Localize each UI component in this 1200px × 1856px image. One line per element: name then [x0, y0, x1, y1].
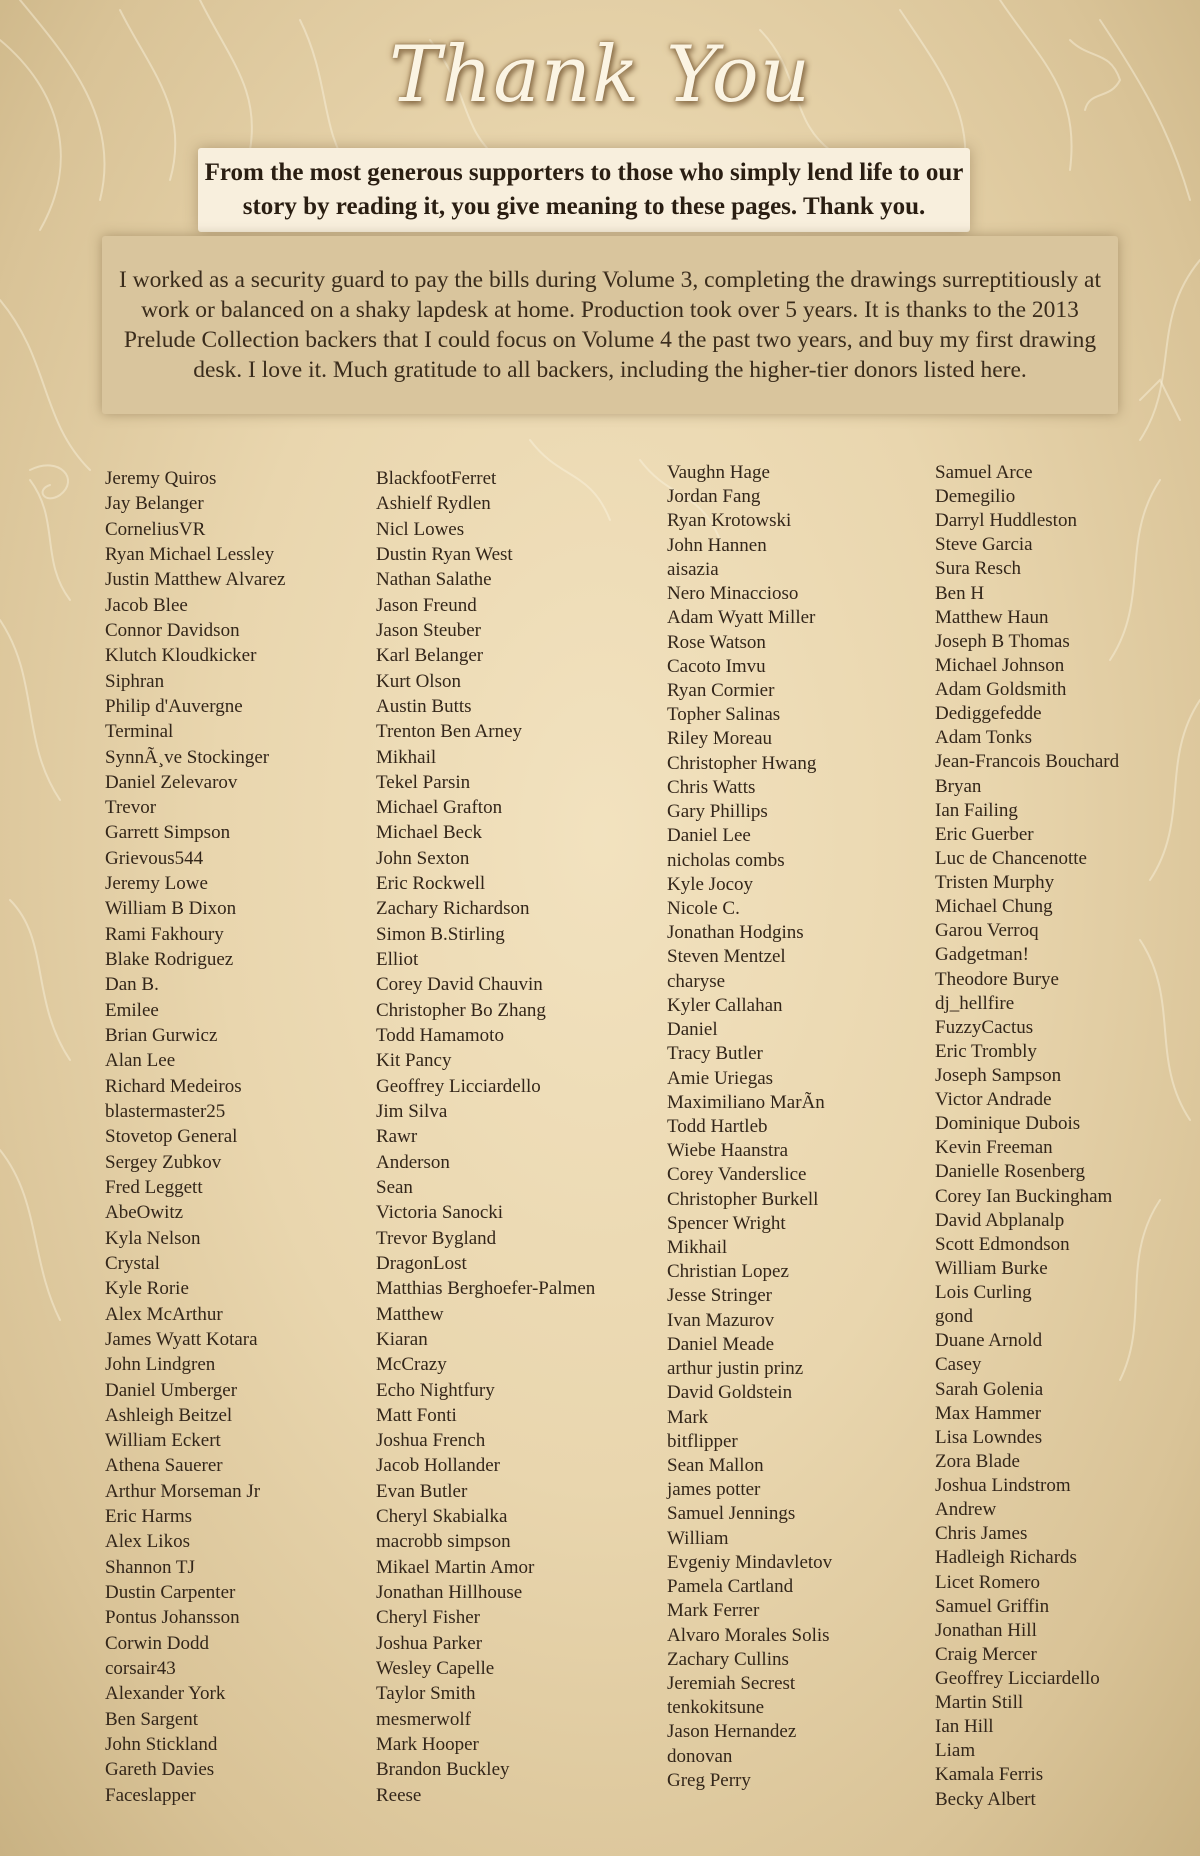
- backer-name: Emilee: [105, 999, 159, 1021]
- backer-name: Jason Steuber: [376, 619, 482, 641]
- backer-name: Jonathan Hillhouse: [376, 1582, 523, 1604]
- backer-name: Rami Fakhoury: [105, 923, 224, 945]
- backer-name: Dominique Dubois: [935, 1113, 1081, 1135]
- backer-name: Zachary Richardson: [376, 898, 530, 920]
- backer-name: Rawr: [376, 1126, 418, 1148]
- backer-name: Jonathan Hill: [935, 1619, 1037, 1641]
- backer-name: Evgeniy Mindavletov: [667, 1551, 833, 1573]
- backer-name: Michael Beck: [376, 822, 483, 844]
- backer-name: Todd Hartleb: [667, 1115, 768, 1137]
- backer-name: William B Dixon: [105, 898, 237, 920]
- backer-name: Kevin Freeman: [935, 1137, 1053, 1159]
- backer-name: Alex McArthur: [105, 1303, 223, 1325]
- backer-name: Daniel: [667, 1019, 718, 1041]
- backer-name: Jeremiah Secrest: [667, 1673, 796, 1694]
- backer-name: Jesse Stringer: [667, 1285, 773, 1307]
- backer-name: Jordan Fang: [667, 486, 761, 508]
- backer-name: Nero Minaccioso: [667, 583, 799, 605]
- backer-name: Jacob Hollander: [376, 1455, 500, 1477]
- backer-name: Trenton Ben Arney: [376, 721, 523, 743]
- backer-name: macrobb simpson: [376, 1531, 511, 1553]
- backer-name: Sean Mallon: [667, 1455, 764, 1477]
- backer-name: Justin Matthew Alvarez: [105, 569, 286, 591]
- backer-name: Richard Medeiros: [105, 1075, 242, 1097]
- backer-name: Connor Davidson: [105, 619, 240, 641]
- backer-name: Taylor Smith: [376, 1683, 476, 1705]
- backer-name: Gadgetman!: [935, 944, 1029, 966]
- backer-name: Andrew: [935, 1499, 997, 1521]
- backer-name: Joshua Lindstrom: [935, 1475, 1071, 1497]
- backer-name: Matthew: [376, 1303, 444, 1325]
- backer-name: Ian Hill: [935, 1716, 994, 1738]
- backer-name: Michael Chung: [935, 896, 1053, 918]
- backer-name: Garou Verroq: [935, 920, 1039, 942]
- backer-name: Liam: [935, 1740, 976, 1762]
- backer-name: Alan Lee: [105, 1050, 176, 1072]
- backer-name: Wesley Capelle: [376, 1658, 495, 1680]
- backer-name: Jay Belanger: [105, 493, 204, 515]
- backer-name: Michael Grafton: [376, 797, 503, 819]
- backer-name: Nicole C.: [667, 897, 740, 919]
- backer-name: Tristen Murphy: [935, 872, 1055, 894]
- backer-name: Matt Fonti: [376, 1404, 457, 1426]
- backer-name: Ryan Krotowski: [667, 510, 792, 532]
- backer-name: Joshua French: [376, 1430, 486, 1452]
- backer-name: Kyle Rorie: [105, 1278, 189, 1300]
- backer-name: Ryan Cormier: [667, 679, 775, 701]
- backer-name: Maximiliano MarÃn: [667, 1091, 825, 1113]
- backer-name: Elliot: [376, 949, 419, 971]
- backer-name: Eric Guerber: [935, 823, 1034, 845]
- backer-name: Eric Harms: [105, 1506, 193, 1528]
- backer-name: Adam Wyatt Miller: [667, 607, 816, 629]
- backer-name: Max Hammer: [935, 1402, 1042, 1424]
- backer-name: Kiaran: [376, 1328, 428, 1350]
- backer-name: Kyler Callahan: [667, 994, 783, 1016]
- backer-name: Dediggefedde: [935, 703, 1042, 725]
- backer-name: Christian Lopez: [667, 1261, 789, 1283]
- backer-name: Steve Garcia: [935, 534, 1033, 556]
- backer-name: Lois Curling: [935, 1282, 1032, 1304]
- backer-name: Topher Salinas: [667, 704, 781, 726]
- backer-name: Victoria Sanocki: [376, 1202, 504, 1224]
- backer-name: Corwin Dodd: [105, 1632, 209, 1654]
- backer-name: Alvaro Morales Solis: [667, 1624, 830, 1646]
- backer-name: Danielle Rosenberg: [935, 1161, 1086, 1183]
- backer-name: SynnÃ¸ve Stockinger: [105, 746, 270, 768]
- backer-name: McCrazy: [376, 1354, 447, 1376]
- backer-name: Greg Perry: [667, 1769, 751, 1791]
- backer-name: Lisa Lowndes: [935, 1426, 1043, 1448]
- backer-name: Mikhail: [376, 746, 437, 768]
- backer-name: Jacob Blee: [105, 594, 188, 616]
- backer-name: Joseph B Thomas: [935, 630, 1070, 652]
- backer-name: William: [667, 1527, 729, 1549]
- backer-name: CorneliusVR: [105, 518, 206, 540]
- backer-name: Sarah Golenia: [935, 1378, 1044, 1400]
- backer-name: Tekel Parsin: [376, 771, 471, 793]
- backer-name: Mark Hooper: [376, 1734, 479, 1755]
- backer-name: Jason Hernandez: [667, 1721, 797, 1743]
- backer-name: gond: [935, 1306, 973, 1328]
- backer-name: Riley Moreau: [667, 728, 773, 750]
- backer-name: Alexander York: [105, 1683, 226, 1705]
- backer-name: Echo Nightfury: [376, 1379, 495, 1401]
- backer-name: Fred Leggett: [105, 1176, 203, 1198]
- backer-name: Arthur Morseman Jr: [105, 1480, 261, 1502]
- backer-name: Jeremy Lowe: [105, 873, 208, 895]
- backer-name: Alex Likos: [105, 1531, 190, 1553]
- backer-name: dj_hellfire: [935, 992, 1015, 1014]
- backer-name: Blake Rodriguez: [105, 949, 234, 971]
- backer-name: Faceslapper: [105, 1784, 196, 1806]
- backer-name: Demegilio: [935, 486, 1016, 508]
- backer-name: Corey Ian Buckingham: [935, 1185, 1113, 1207]
- page-title: Thank You: [389, 30, 811, 120]
- backer-name: Crystal: [105, 1252, 160, 1274]
- backer-name: Chris James: [935, 1523, 1028, 1545]
- backer-name: Joshua Parker: [376, 1632, 483, 1654]
- backer-name: Daniel Lee: [667, 825, 751, 847]
- backer-name: donovan: [667, 1745, 733, 1767]
- backer-name: Mikael Martin Amor: [376, 1556, 535, 1578]
- backer-name: Becky Albert: [935, 1788, 1036, 1810]
- backer-name: Adam Goldsmith: [935, 679, 1067, 701]
- backer-name: Matthew Haun: [935, 606, 1049, 628]
- backer-name: Kamala Ferris: [935, 1764, 1044, 1786]
- backer-name: james potter: [667, 1479, 761, 1501]
- backer-name: Theodore Burye: [935, 968, 1059, 990]
- backer-name: Eric Trombly: [935, 1040, 1037, 1062]
- backer-name: Jean-Francois Bouchard: [935, 751, 1120, 773]
- backer-name: Cacoto Imvu: [667, 655, 766, 677]
- backer-name: Bryan: [935, 775, 982, 797]
- backer-name: Joseph Sampson: [935, 1065, 1062, 1086]
- backer-name: Wiebe Haanstra: [667, 1140, 789, 1162]
- backer-name: John Stickland: [105, 1734, 218, 1755]
- backer-name: Ben Sargent: [105, 1708, 199, 1730]
- backer-name: Jonathan Hodgins: [667, 922, 804, 944]
- backer-name: Karl Belanger: [376, 645, 484, 667]
- backer-name: Cheryl Skabialka: [376, 1506, 508, 1528]
- backer-name: Kit Pancy: [376, 1050, 452, 1072]
- backer-name: Grievous544: [105, 847, 204, 869]
- backer-name: James Wyatt Kotara: [105, 1328, 258, 1350]
- lead-message: From the most generous supporters to those who simply lend life to our story by reading it, you give meaning to these pages. Thank you.: [198, 148, 970, 232]
- backer-name: Daniel Umberger: [105, 1379, 238, 1401]
- backer-name: John Hannen: [667, 534, 767, 556]
- backer-name: Daniel Zelevarov: [105, 771, 238, 793]
- backer-name: Scott Edmondson: [935, 1233, 1070, 1255]
- backer-name: Jason Freund: [376, 594, 477, 616]
- backer-name: tenkokitsune: [667, 1697, 765, 1719]
- backer-name: Athena Sauerer: [105, 1455, 223, 1477]
- backer-name: Ian Failing: [935, 799, 1018, 821]
- backer-name: Sergey Zubkov: [105, 1151, 222, 1173]
- backer-name: Mikhail: [667, 1237, 728, 1259]
- backer-name: Shannon TJ: [105, 1556, 195, 1578]
- backer-name: Ashleigh Beitzel: [105, 1404, 233, 1426]
- backer-name: Geoffrey Licciardello: [935, 1668, 1100, 1689]
- backer-name: Cheryl Fisher: [376, 1607, 480, 1629]
- backer-name: Tracy Butler: [667, 1043, 763, 1065]
- backer-name: Siphran: [105, 670, 165, 692]
- backer-name: Mark Ferrer: [667, 1600, 760, 1622]
- backer-name: William Burke: [935, 1257, 1048, 1279]
- backer-name: blastermaster25: [105, 1101, 226, 1122]
- backer-name: Trevor: [105, 797, 157, 819]
- backer-name: Martin Still: [935, 1692, 1024, 1714]
- backer-name: Austin Butts: [376, 695, 472, 717]
- backer-name: Nicl Lowes: [376, 518, 465, 540]
- backer-name: Casey: [935, 1354, 982, 1376]
- backer-name: Gareth Davies: [105, 1759, 215, 1781]
- backer-name: Vaughn Hage: [667, 462, 770, 483]
- backer-name: bitflipper: [667, 1430, 738, 1452]
- backer-name: mesmerwolf: [376, 1708, 471, 1730]
- backer-name: Kyla Nelson: [105, 1227, 201, 1249]
- backer-name: Daniel Meade: [667, 1333, 775, 1355]
- backer-name: Chris Watts: [667, 776, 756, 798]
- backer-name: Ashielf Rydlen: [376, 493, 491, 515]
- backer-name: Darryl Huddleston: [935, 510, 1077, 532]
- backer-name: nicholas combs: [667, 849, 785, 871]
- backer-name: David Abplanalp: [935, 1209, 1065, 1231]
- backer-name: Zachary Cullins: [667, 1648, 789, 1670]
- backer-name: Christopher Bo Zhang: [376, 999, 546, 1021]
- backer-name: Corey David Chauvin: [376, 974, 543, 996]
- backer-name: Luc de Chancenotte: [935, 847, 1087, 869]
- backer-name: Philip d'Auvergne: [105, 695, 243, 717]
- backer-name: Brandon Buckley: [376, 1759, 510, 1781]
- backer-name: Samuel Jennings: [667, 1503, 796, 1525]
- backer-name: Jim Silva: [376, 1101, 448, 1122]
- backer-name: Hadleigh Richards: [935, 1547, 1077, 1569]
- backer-name: DragonLost: [376, 1252, 467, 1274]
- backer-name: Licet Romero: [935, 1571, 1040, 1593]
- backer-name: Samuel Arce: [935, 462, 1033, 483]
- backer-name: Kyle Jocoy: [667, 873, 754, 895]
- backer-name: Ryan Michael Lessley: [105, 543, 275, 565]
- backer-name: Pontus Johansson: [105, 1607, 240, 1629]
- backer-name: Klutch Kloudkicker: [105, 645, 257, 667]
- backer-name: Dustin Carpenter: [105, 1582, 236, 1604]
- backer-name: corsair43: [105, 1658, 176, 1680]
- backer-name: Jeremy Quiros: [105, 468, 217, 489]
- backer-name: John Lindgren: [105, 1354, 216, 1376]
- author-note: I worked as a security guard to pay the bills during Volume 3, completing the drawings surreptitiously at work or balanced on a shaky lapdesk at home. Production took over 5 years. It is thanks to the 2013 Prelude Collection backers that I could focus on Volume 4 the past two years, and buy my first drawing desk. I love it. Much gratitude to all backers, including the higher-tier donors listed here.: [102, 236, 1118, 414]
- backer-name: Sura Resch: [935, 558, 1022, 580]
- backer-name: Craig Mercer: [935, 1643, 1037, 1665]
- backer-name: Kurt Olson: [376, 670, 461, 692]
- backer-name: Corey Vanderslice: [667, 1164, 807, 1186]
- backer-name: Michael Johnson: [935, 654, 1065, 676]
- backer-name: charyse: [667, 970, 726, 992]
- backer-name: Terminal: [105, 721, 174, 743]
- backer-name: Eric Rockwell: [376, 873, 486, 895]
- backer-name: Trevor Bygland: [376, 1227, 497, 1249]
- backer-name: Todd Hamamoto: [376, 1025, 504, 1047]
- backer-name: Christopher Hwang: [667, 752, 817, 774]
- backer-name: Mark: [667, 1406, 709, 1428]
- backer-name: Brian Gurwicz: [105, 1025, 218, 1047]
- backer-name: Spencer Wright: [667, 1212, 786, 1234]
- backer-name: Steven Mentzel: [667, 946, 786, 968]
- backer-name: Rose Watson: [667, 631, 766, 653]
- backer-name: Gary Phillips: [667, 801, 768, 823]
- backer-name: AbeOwitz: [105, 1202, 184, 1224]
- backer-name: Duane Arnold: [935, 1330, 1043, 1352]
- backer-name: Ivan Mazurov: [667, 1309, 775, 1331]
- backer-name: Sean: [376, 1176, 413, 1198]
- backer-name: Adam Tonks: [935, 727, 1033, 749]
- backer-name: Garrett Simpson: [105, 822, 231, 844]
- backer-name: Amie Uriegas: [667, 1067, 774, 1089]
- backer-name: David Goldstein: [667, 1382, 793, 1404]
- backer-name: Dustin Ryan West: [376, 543, 513, 565]
- backer-name: Anderson: [376, 1151, 450, 1173]
- backer-name: aisazia: [667, 558, 719, 580]
- backer-name: Simon B.Stirling: [376, 923, 505, 945]
- backer-name: John Sexton: [376, 847, 470, 869]
- backer-name: Dan B.: [105, 974, 159, 996]
- backer-name: arthur justin prinz: [667, 1358, 804, 1380]
- backer-name: Ben H: [935, 582, 985, 604]
- backer-name: Matthias Berghoefer-Palmen: [376, 1278, 596, 1300]
- backer-name: Pamela Cartland: [667, 1576, 794, 1598]
- backer-name: Nathan Salathe: [376, 569, 492, 591]
- backer-name: FuzzyCactus: [935, 1016, 1034, 1038]
- backer-name: Victor Andrade: [935, 1089, 1052, 1111]
- backer-name: Reese: [376, 1784, 422, 1806]
- backer-name: William Eckert: [105, 1430, 221, 1452]
- backer-name: Geoffrey Licciardello: [376, 1075, 541, 1097]
- backer-name: Stovetop General: [105, 1126, 238, 1148]
- backer-name: Evan Butler: [376, 1480, 468, 1502]
- backer-name: Samuel Griffin: [935, 1595, 1050, 1617]
- backer-name: BlackfootFerret: [376, 468, 497, 489]
- backer-name: Christopher Burkell: [667, 1188, 819, 1210]
- backer-name: Zora Blade: [935, 1450, 1020, 1472]
